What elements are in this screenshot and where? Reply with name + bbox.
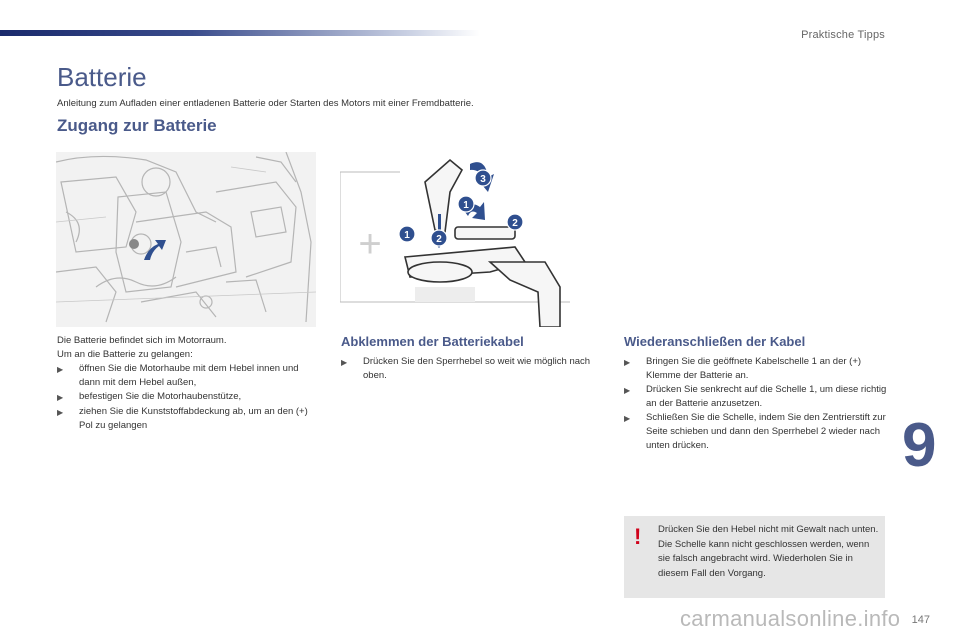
column-reconnect-text <box>624 355 889 453</box>
list-item: ▶ befestigen Sie die Motorhaubenstütze, <box>57 390 319 405</box>
diagram-label-1b: 1 <box>463 200 469 211</box>
list-item: ▶ Bringen Sie die geöffnete Kabelschelle 1 an der (+) Klemme der Batterie an. <box>624 356 862 381</box>
bullet-icon: ▶ <box>624 386 631 395</box>
page-subtitle: Anleitung zum Aufladen einer entladenen Batterie oder Starten des Motors mit einer Fremdbatterie. <box>57 98 474 109</box>
list-item: ▶ öffnen Sie die Motorhaube mit dem Hebel innen und dann mit dem Hebel außen, <box>57 363 299 388</box>
bullet-icon: ▶ <box>57 365 64 374</box>
bullet-icon: ▶ <box>57 393 64 402</box>
diagram-label-2: 2 <box>436 234 442 245</box>
column-access-text <box>57 334 319 433</box>
engine-bay-illustration <box>56 152 316 327</box>
intro-line: Um an die Batterie zu gelangen: <box>57 349 193 360</box>
bullet-icon: ▶ <box>341 358 348 367</box>
chapter-number: 9 <box>902 411 937 480</box>
list-item: ▶ Drücken Sie den Sperrhebel so weit wie möglich nach oben. <box>341 356 591 381</box>
list-item: ▶ ziehen Sie die Kunststoffabdeckung ab, um an den (+) Pol zu gelangen <box>57 406 308 431</box>
plus-pole-sign: + <box>358 222 382 266</box>
bullet-icon: ▶ <box>624 414 631 423</box>
bullet-icon: ▶ <box>57 408 64 417</box>
watermark: carmanualsonline.info <box>680 606 901 631</box>
warning-box <box>624 516 885 598</box>
heading-disconnect: Abklemmen der Batteriekabel <box>341 334 524 349</box>
diagram-label-3: 3 <box>480 174 486 185</box>
header-accent-bar <box>0 30 480 36</box>
page-title: Batterie <box>57 62 147 92</box>
column-disconnect-text <box>341 355 601 383</box>
diagram-label-1: 1 <box>404 230 410 241</box>
warning-text: Drücken Sie den Hebel nicht mit Gewalt nach unten. Die Schelle kann nicht geschlossen werden, wenn sie falsch angebracht wird. Wiederholen Sie in diesem Fall den Vorgang. <box>658 524 879 579</box>
diagram-label-2b: 2 <box>512 218 518 229</box>
section-heading: Zugang zur Batterie <box>57 116 217 135</box>
list-item: ▶ Schließen Sie die Schelle, indem Sie den Zentrierstift zur Seite schieben und dann den Sperrhebel 2 wieder nach unten drücken. <box>624 412 886 451</box>
section-label: Praktische Tipps <box>801 29 885 41</box>
warning-icon: ! <box>634 524 642 549</box>
battery-clamp-diagram <box>340 152 580 327</box>
intro-line: Die Batterie befindet sich im Motorraum. <box>57 335 227 346</box>
list-item: ▶ Drücken Sie senkrecht auf die Schelle 1, um diese richtig an der Batterie anzusetzen. <box>624 384 887 409</box>
page-number: 147 <box>911 614 930 626</box>
bullet-icon: ▶ <box>624 358 631 367</box>
heading-reconnect: Wiederanschließen der Kabel <box>624 334 806 349</box>
